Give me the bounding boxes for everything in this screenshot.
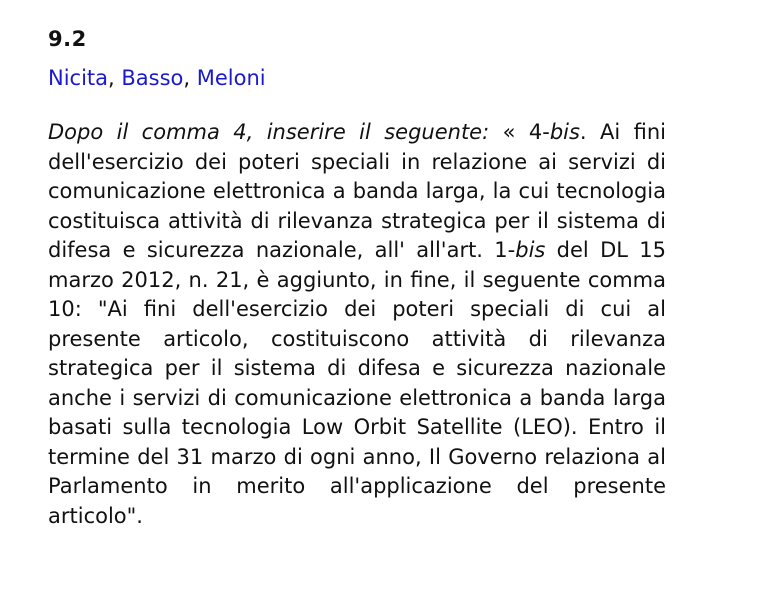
signer-separator: , <box>108 66 122 90</box>
quote-open: « <box>489 120 529 144</box>
bis-number: 4- <box>528 120 550 144</box>
amendment-number: 9.2 <box>48 27 87 51</box>
signer-link-basso[interactable]: Basso <box>121 66 184 90</box>
amendment-signers <box>48 66 266 90</box>
signer-link-meloni[interactable]: Meloni <box>196 66 266 90</box>
amendment-text <box>48 118 666 531</box>
amendment-body-part-1: . Ai fini dell'esercizio dei poteri speciali in relazione ai servizi di comunicazione elettronica a banda larga, la cui tecnologia costituisca attività di rilevanza strategica per il sistema di difesa e sicurezza nazionale, all' all'art. 1- <box>48 120 666 262</box>
article-bis-label: bis <box>515 238 546 262</box>
signer-link-nicita[interactable]: Nicita <box>48 66 109 90</box>
amendment-body-part-2: del DL 15 marzo 2012, n. 21, è aggiunto, in fine, il seguente comma 10: "Ai fini dell'esercizio dei poteri speciali di cui al presente articolo, costituiscono attività di rilevanza strategica per il sistema di difesa e sicurezza nazionale anche i servizi di comunicazione elettronica a banda larga basati sulla tecnologia Low Orbit Satellite (LEO). Entro il termine del 31 marzo di ogni anno, Il Governo relaziona al Parlamento in merito all'applicazione del presente articolo". <box>48 238 667 528</box>
signer-separator: , <box>183 66 197 90</box>
amendment-intro: Dopo il comma 4, inserire il seguente: <box>48 120 490 144</box>
bis-label: bis <box>549 120 580 144</box>
